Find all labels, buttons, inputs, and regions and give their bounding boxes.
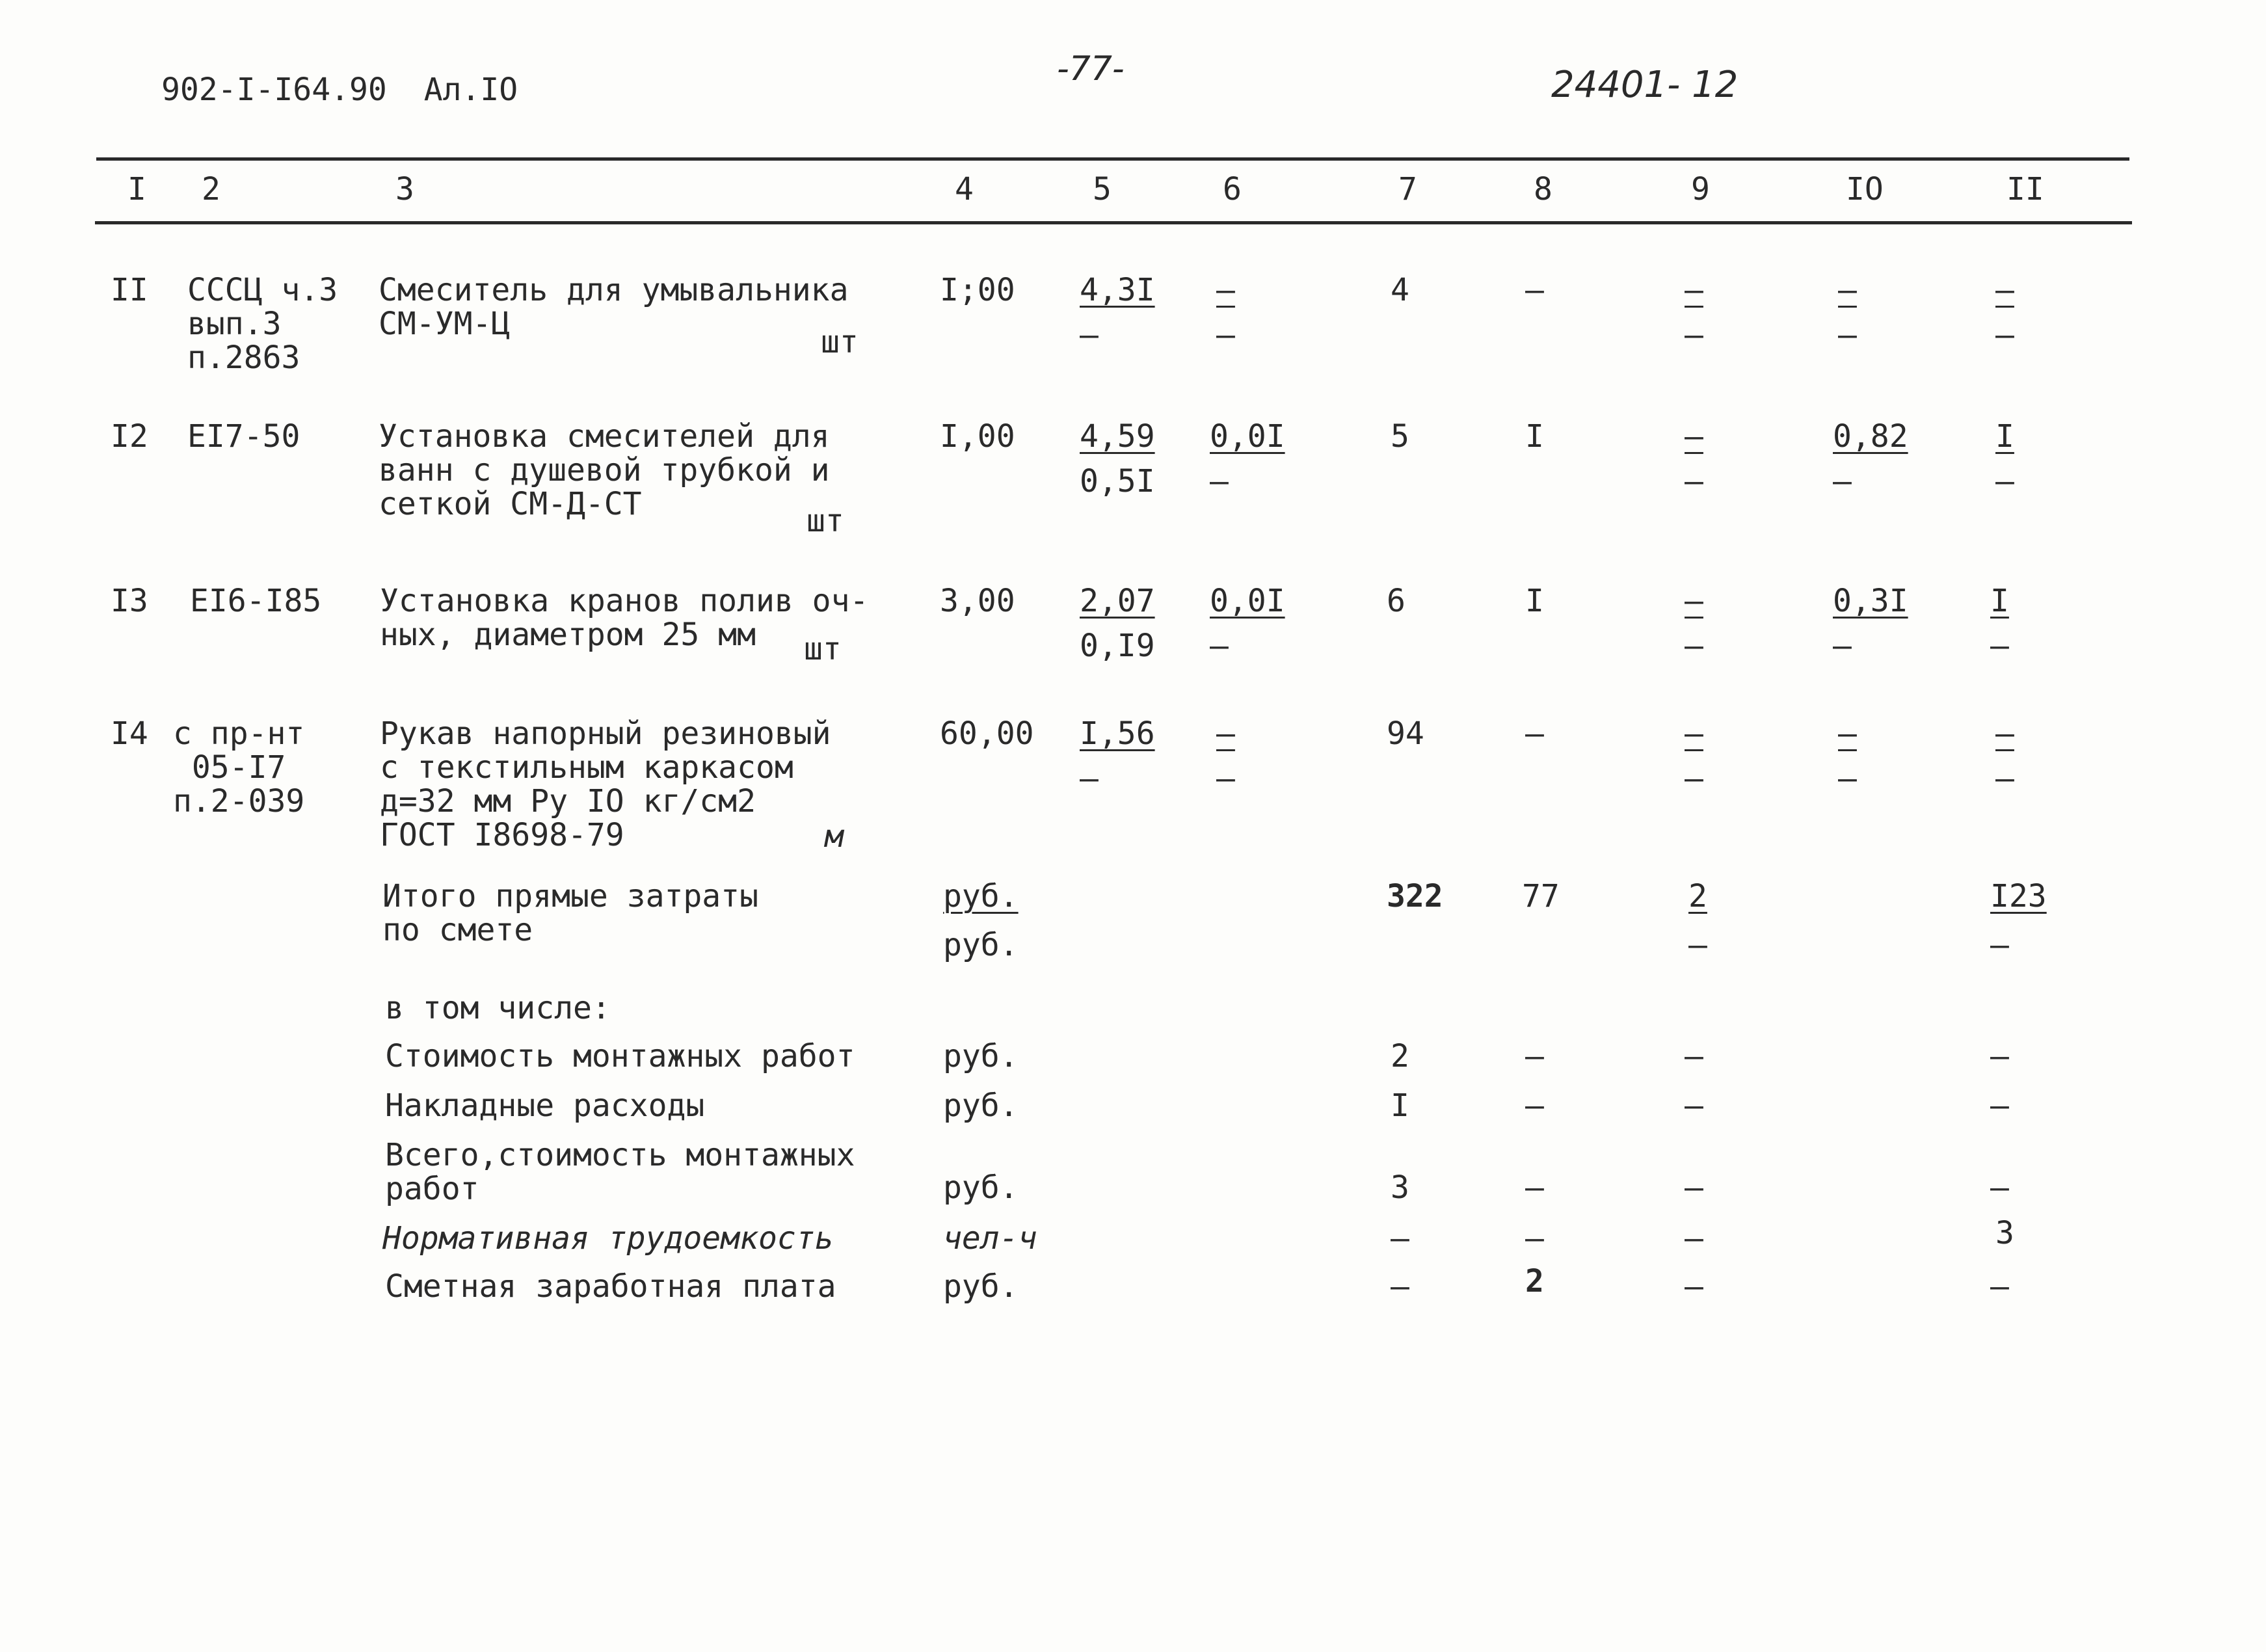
breakdown-label: Сметная заработная плата: [385, 1268, 836, 1305]
item-quantity: 60,00: [940, 715, 1034, 752]
header-top-rule: [96, 157, 2129, 161]
breakdown-c11: –: [1990, 1268, 2009, 1305]
col-header-2: 2: [202, 171, 220, 207]
wage-cost: –: [1525, 272, 1544, 308]
breakdown-c9: –: [1685, 1169, 1703, 1206]
total-labor: I23 –: [1990, 878, 2047, 963]
item-quantity: I;00: [940, 272, 1015, 308]
unit-cost: 2,07 0,I9: [1080, 583, 1155, 664]
norm-code: EI6-I85: [190, 583, 322, 619]
unit-cost: 4,3I –: [1080, 272, 1155, 353]
breakdown-c8: –: [1525, 1038, 1544, 1074]
breakdown-c8: –: [1525, 1087, 1544, 1124]
col-header-8: 8: [1534, 171, 1553, 207]
breakdown-unit: руб.: [943, 1038, 1019, 1074]
row-number: I2: [111, 418, 148, 455]
breakdown-label: Накладные расходы: [385, 1087, 705, 1124]
unit-machine-cost: 0,0I –: [1210, 418, 1285, 500]
item-quantity: I,00: [940, 418, 1015, 455]
total-cost: 6: [1387, 583, 1406, 619]
breakdown-c7: –: [1391, 1268, 1409, 1305]
labor-hours: I –: [1995, 418, 2014, 500]
breakdown-label: Нормативная трудоемкость: [382, 1220, 834, 1257]
item-description: Установка кранов полив оч- ных, диаметром 25 мм: [380, 583, 869, 653]
labor-hours: – –: [1995, 272, 2014, 353]
item-unit: шт: [804, 631, 842, 667]
item-unit: м: [825, 818, 844, 855]
unit-cost: I,56 –: [1080, 715, 1155, 797]
wage-cost: I: [1525, 418, 1544, 455]
unit-cost: 4,59 0,5I: [1080, 418, 1155, 500]
document-code: [161, 73, 518, 107]
col-header-3: 3: [395, 171, 414, 207]
row-number: I4: [111, 715, 148, 752]
breakdown-c9: –: [1685, 1087, 1703, 1124]
unit-machine-cost: 0,0I –: [1210, 583, 1285, 664]
col-header-1: I: [127, 171, 146, 207]
operator-wage: 0,82 –: [1833, 418, 1908, 500]
breakdown-unit: чел-ч: [943, 1220, 1037, 1257]
operator-wage: – –: [1838, 272, 1857, 353]
row-number: I3: [111, 583, 148, 619]
col-header-4: 4: [955, 171, 974, 207]
machine-cost: – –: [1685, 583, 1703, 664]
including-heading: в том числе:: [385, 990, 611, 1026]
row-number: II: [111, 272, 148, 308]
doc-code: 902-I-I64.90: [161, 72, 387, 108]
col-header-7: 7: [1398, 171, 1417, 207]
breakdown-c11: –: [1990, 1169, 2009, 1206]
col-header-9: 9: [1691, 171, 1710, 207]
col-header-10: IO: [1846, 171, 1884, 207]
total-cost: 4: [1391, 272, 1409, 308]
breakdown-c7: I: [1391, 1087, 1409, 1124]
operator-wage: – –: [1838, 715, 1857, 797]
norm-code: с пр-нт 05-I7 п.2-039: [173, 715, 305, 819]
total-machine: 2 –: [1688, 878, 1707, 963]
breakdown-c9: –: [1685, 1220, 1703, 1257]
labor-hours: – –: [1995, 715, 2014, 797]
labor-hours: I –: [1990, 583, 2009, 664]
breakdown-label: Стоимость монтажных работ: [385, 1038, 855, 1074]
total-cost: 5: [1391, 418, 1409, 455]
col-header-5: 5: [1093, 171, 1112, 207]
machine-cost: – –: [1685, 272, 1703, 353]
total-label: Итого прямые затраты по смете: [382, 878, 758, 948]
wage-cost: I: [1525, 583, 1544, 619]
item-unit: шт: [821, 324, 859, 360]
total-unit: руб. руб.: [943, 878, 1019, 963]
breakdown-c11: –: [1990, 1087, 2009, 1124]
page-number: -77-: [1057, 49, 1125, 88]
total-cost: 322: [1387, 878, 1443, 914]
breakdown-label: Всего,стоимость монтажных работ: [385, 1137, 855, 1207]
machine-cost: – –: [1685, 715, 1703, 797]
inventory-number: 24401- 12: [1551, 64, 1739, 106]
sheet-label: Ал.IO: [423, 72, 518, 108]
breakdown-c8: –: [1525, 1220, 1544, 1257]
breakdown-unit: руб.: [943, 1087, 1019, 1124]
breakdown-c7: –: [1391, 1220, 1409, 1257]
unit-machine-cost: – –: [1216, 715, 1235, 797]
norm-code: EI7-50: [187, 418, 300, 455]
operator-wage: 0,3I –: [1833, 583, 1908, 664]
breakdown-c8: 2: [1525, 1263, 1544, 1299]
total-cost: 94: [1387, 715, 1424, 752]
breakdown-unit: руб.: [943, 1268, 1019, 1305]
breakdown-c7: 2: [1391, 1038, 1409, 1074]
breakdown-c7: 3: [1391, 1169, 1409, 1206]
breakdown-c9: –: [1685, 1268, 1703, 1305]
wage-cost: –: [1525, 715, 1544, 752]
item-quantity: 3,00: [940, 583, 1015, 619]
breakdown-c8: –: [1525, 1169, 1544, 1206]
total-wage: 77: [1522, 878, 1560, 914]
col-header-6: 6: [1223, 171, 1242, 207]
breakdown-unit: руб.: [943, 1169, 1019, 1206]
machine-cost: – –: [1685, 418, 1703, 500]
breakdown-c11: –: [1990, 1038, 2009, 1074]
norm-code: СССЦ ч.3 вып.3 п.2863: [187, 272, 338, 376]
item-description: Установка смесителей для ванн с душевой трубкой и сеткой СМ-Д-СТ: [379, 418, 830, 522]
item-description: Смеситель для умывальника СМ-УМ-Ц: [379, 272, 849, 342]
unit-machine-cost: – –: [1216, 272, 1235, 353]
col-header-11: II: [2006, 171, 2044, 207]
header-bottom-rule: [95, 221, 2132, 224]
item-unit: шт: [806, 503, 844, 539]
breakdown-c11: 3: [1995, 1215, 2014, 1251]
item-description: Рукав напорный резиновый с текстильным каркасом д=32 мм Ру IO кг/см2 ГОСТ I8698-79: [380, 715, 831, 853]
breakdown-c9: –: [1685, 1038, 1703, 1074]
